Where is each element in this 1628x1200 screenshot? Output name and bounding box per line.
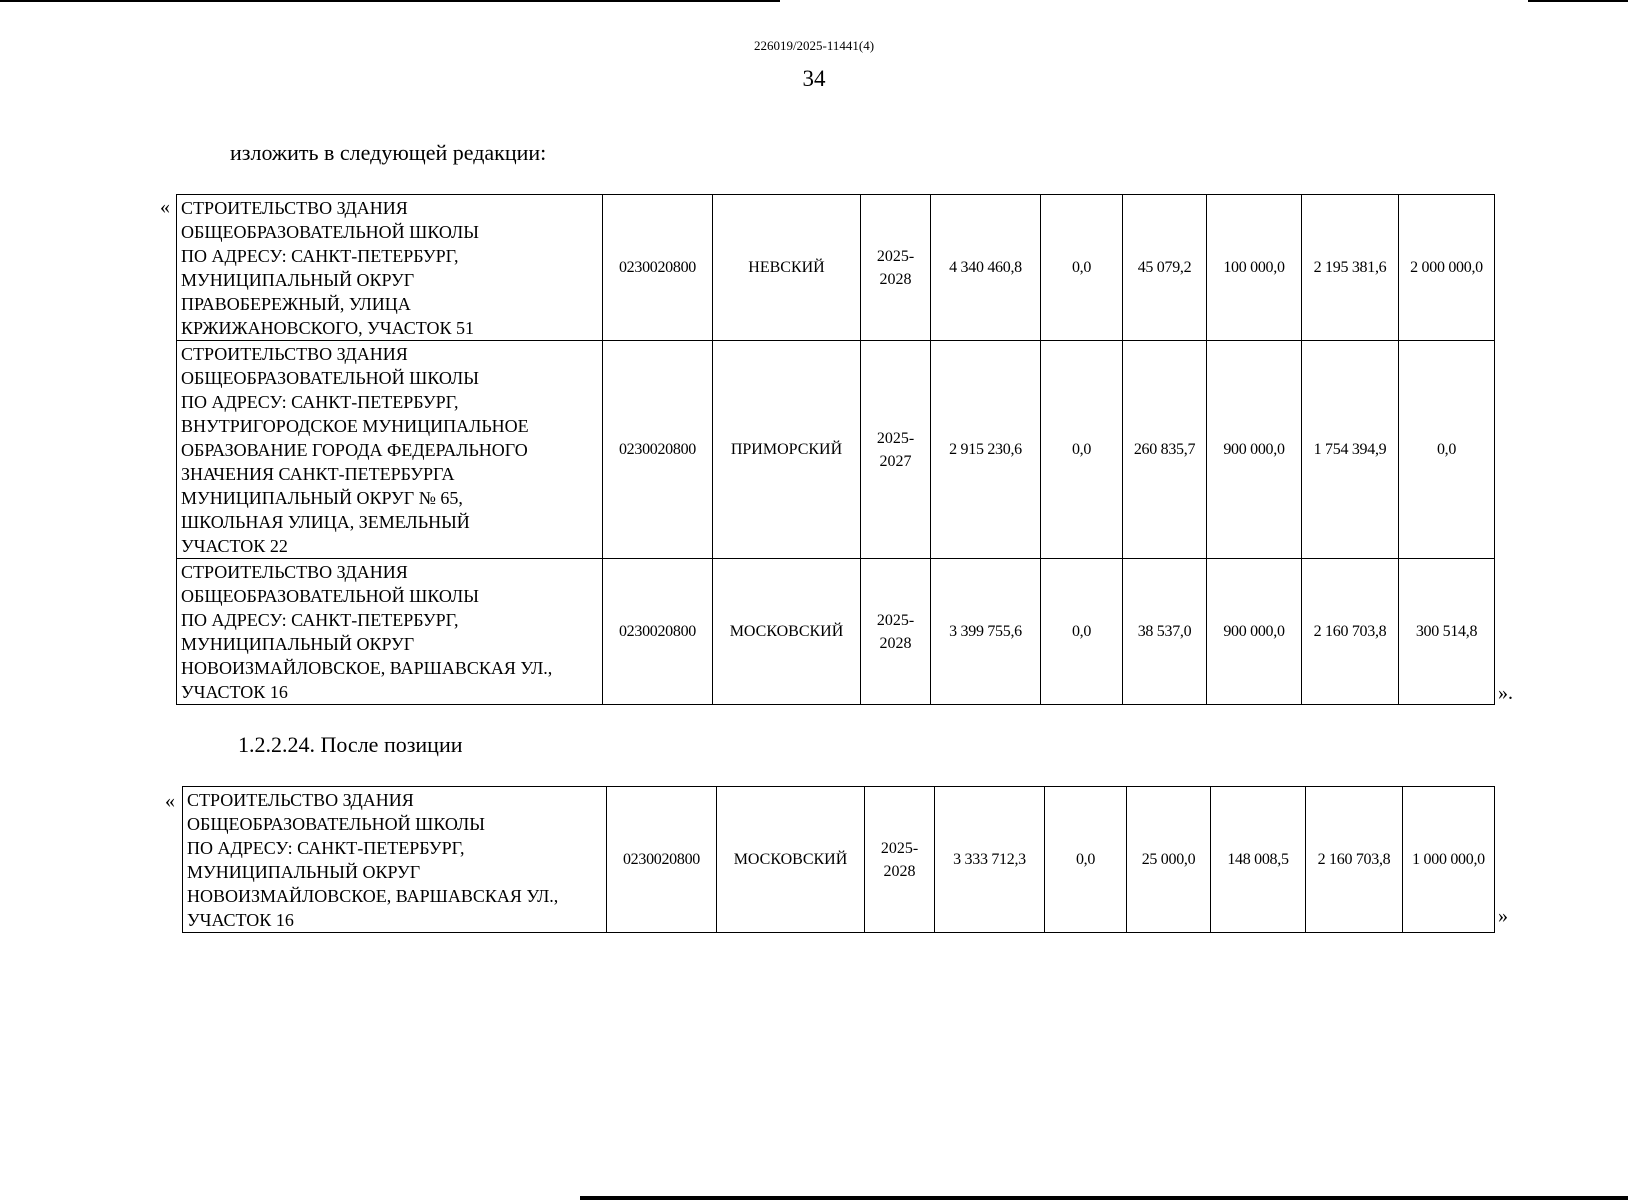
object-name-line: СТРОИТЕЛЬСТВО ЗДАНИЯ [181, 562, 408, 582]
object-name-line: ПО АДРЕСУ: САНКТ-ПЕТЕРБУРГ, [181, 246, 459, 266]
object-name-cell [183, 787, 607, 933]
object-name-line: УЧАСТОК 16 [181, 682, 288, 702]
amount-cell-3: 100 000,0 [1207, 195, 1302, 341]
year-line: 2027 [879, 452, 912, 470]
years-cell [865, 787, 935, 933]
amount-cell-1: 0,0 [1045, 787, 1127, 933]
budget-code-cell: 0230020800 [603, 195, 713, 341]
amount-cell-2: 25 000,0 [1127, 787, 1211, 933]
object-name-line: МУНИЦИПАЛЬНЫЙ ОКРУГ [187, 862, 421, 882]
budget-code-cell: 0230020800 [603, 341, 713, 559]
amount-cell-1: 0,0 [1041, 341, 1123, 559]
years-cell [861, 341, 931, 559]
document-number: 226019/2025-11441(4) [753, 38, 875, 53]
object-name-line: СТРОИТЕЛЬСТВО ЗДАНИЯ [187, 790, 414, 810]
scan-edge-bottom [580, 1196, 1628, 1200]
object-name-line: ОБЩЕОБРАЗОВАТЕЛЬНОЙ ШКОЛЫ [181, 368, 479, 388]
table-row [183, 787, 1495, 933]
object-name-line: СТРОИТЕЛЬСТВО ЗДАНИЯ [181, 344, 408, 364]
total-cost-cell: 2 915 230,6 [931, 341, 1041, 559]
total-cost-cell: 3 333 712,3 [935, 787, 1045, 933]
open-quote-1: « [160, 196, 170, 218]
object-name-line: ПРАВОБЕРЕЖНЫЙ, УЛИЦА [181, 294, 411, 314]
amount-cell-5: 2 000 000,0 [1399, 195, 1495, 341]
district-cell: МОСКОВСКИЙ [713, 559, 861, 705]
district-cell: ПРИМОРСКИЙ [713, 341, 861, 559]
object-name-line: ШКОЛЬНАЯ УЛИЦА, ЗЕМЕЛЬНЫЙ [181, 512, 470, 532]
object-name-line: ПО АДРЕСУ: САНКТ-ПЕТЕРБУРГ, [187, 838, 465, 858]
projects-table-new [176, 194, 1495, 705]
district-cell: НЕВСКИЙ [713, 195, 861, 341]
amount-cell-5: 0,0 [1399, 341, 1495, 559]
object-name-line: ОБЩЕОБРАЗОВАТЕЛЬНОЙ ШКОЛЫ [181, 586, 479, 606]
object-name-cell [177, 195, 603, 341]
section-text: 1.2.2.24. После позиции [238, 732, 463, 757]
amount-cell-3: 900 000,0 [1207, 341, 1302, 559]
object-name-line: ОБЩЕОБРАЗОВАТЕЛЬНОЙ ШКОЛЫ [187, 814, 485, 834]
amount-cell-5: 300 514,8 [1399, 559, 1495, 705]
object-name-cell [177, 559, 603, 705]
object-name-line: ЗНАЧЕНИЯ САНКТ-ПЕТЕРБУРГА [181, 464, 455, 484]
total-cost-cell: 4 340 460,8 [931, 195, 1041, 341]
object-name-line: НОВОИЗМАЙЛОВСКОЕ, ВАРШАВСКАЯ УЛ., [187, 886, 559, 906]
years-cell [861, 195, 931, 341]
amount-cell-2: 260 835,7 [1123, 341, 1207, 559]
year-line: 2025- [876, 247, 915, 265]
object-name-line: НОВОИЗМАЙЛОВСКОЕ, ВАРШАВСКАЯ УЛ., [181, 658, 553, 678]
object-name-line: МУНИЦИПАЛЬНЫЙ ОКРУГ [181, 270, 415, 290]
table-row [177, 559, 1495, 705]
object-name-line: ВНУТРИГОРОДСКОЕ МУНИЦИПАЛЬНОЕ [181, 416, 529, 436]
object-name-line: ПО АДРЕСУ: САНКТ-ПЕТЕРБУРГ, [181, 610, 459, 630]
object-name-line: МУНИЦИПАЛЬНЫЙ ОКРУГ [181, 634, 415, 654]
table-row [177, 195, 1495, 341]
amount-cell-1: 0,0 [1041, 559, 1123, 705]
projects-table-position [182, 786, 1495, 933]
budget-code-cell: 0230020800 [607, 787, 717, 933]
scan-edge-top [0, 0, 780, 2]
district-cell: МОСКОВСКИЙ [717, 787, 865, 933]
year-line: 2028 [883, 862, 916, 880]
total-cost-cell: 3 399 755,6 [931, 559, 1041, 705]
amount-cell-2: 45 079,2 [1123, 195, 1207, 341]
amount-cell-2: 38 537,0 [1123, 559, 1207, 705]
close-quote-2: » [1498, 905, 1508, 927]
amount-cell-1: 0,0 [1041, 195, 1123, 341]
page-number: 34 [802, 66, 826, 91]
amount-cell-3: 148 008,5 [1211, 787, 1306, 933]
open-quote-2: « [165, 790, 175, 812]
close-quote-1: ». [1498, 682, 1513, 704]
year-line: 2028 [879, 634, 912, 652]
object-name-line: СТРОИТЕЛЬСТВО ЗДАНИЯ [181, 198, 408, 218]
table-row [177, 341, 1495, 559]
amount-cell-5: 1 000 000,0 [1403, 787, 1495, 933]
year-line: 2025- [876, 611, 915, 629]
object-name-line: МУНИЦИПАЛЬНЫЙ ОКРУГ № 65, [181, 488, 463, 508]
amount-cell-4: 2 160 703,8 [1306, 787, 1403, 933]
object-name-line: КРЖИЖАНОВСКОГО, УЧАСТОК 51 [181, 318, 474, 338]
object-name-line: УЧАСТОК 22 [181, 536, 288, 556]
budget-code-cell: 0230020800 [603, 559, 713, 705]
object-name-line: ПО АДРЕСУ: САНКТ-ПЕТЕРБУРГ, [181, 392, 459, 412]
amount-cell-4: 1 754 394,9 [1302, 341, 1399, 559]
object-name-line: ОБРАЗОВАНИЕ ГОРОДА ФЕДЕРАЛЬНОГО [181, 440, 528, 460]
intro-text: изложить в следующей редакции: [230, 140, 547, 165]
year-line: 2025- [880, 839, 919, 857]
scan-edge-top-right [1528, 0, 1628, 2]
object-name-cell [177, 341, 603, 559]
amount-cell-4: 2 160 703,8 [1302, 559, 1399, 705]
year-line: 2025- [876, 429, 915, 447]
amount-cell-4: 2 195 381,6 [1302, 195, 1399, 341]
amount-cell-3: 900 000,0 [1207, 559, 1302, 705]
year-line: 2028 [879, 270, 912, 288]
years-cell [861, 559, 931, 705]
object-name-line: УЧАСТОК 16 [187, 910, 294, 930]
object-name-line: ОБЩЕОБРАЗОВАТЕЛЬНОЙ ШКОЛЫ [181, 222, 479, 242]
